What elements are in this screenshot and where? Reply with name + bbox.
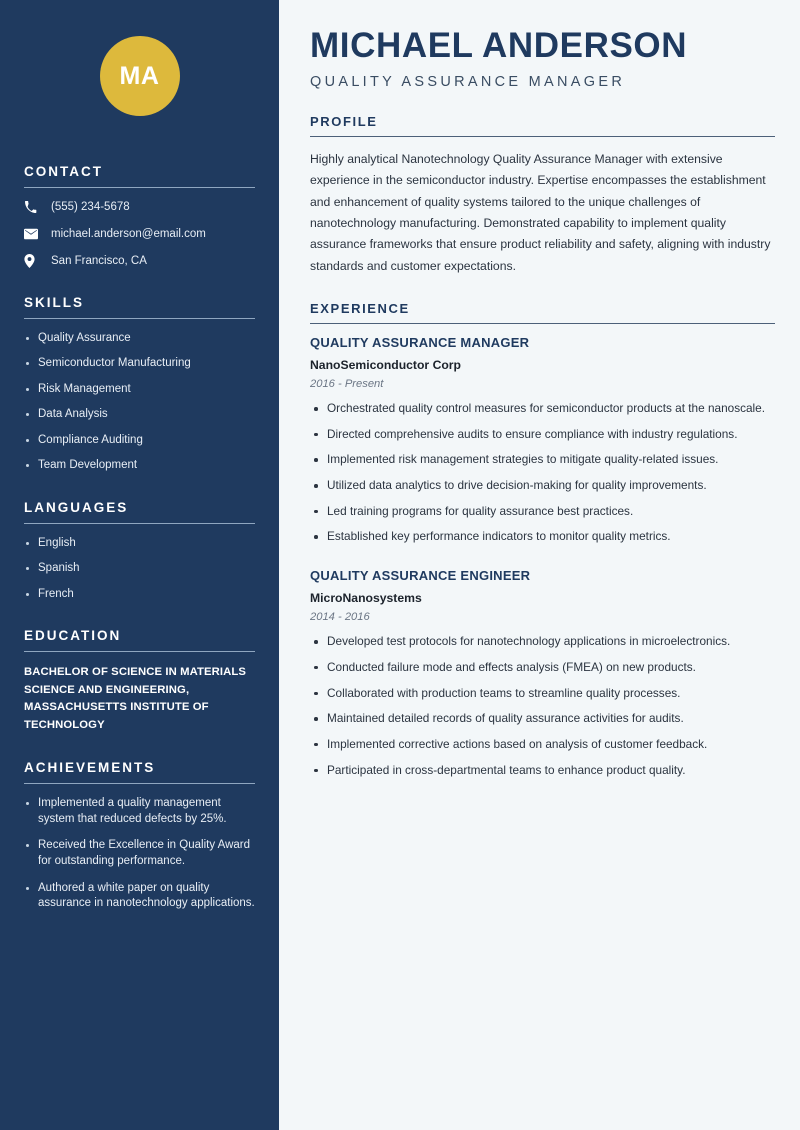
email-icon [24,227,42,241]
experience-entry [310,568,775,779]
section-profile [310,114,775,277]
list-item: Implemented risk management strategies to mitigate quality-related issues. [310,451,775,469]
list-item: Semiconductor Manufacturing [24,356,255,372]
experience-entry [310,335,775,546]
list-item: Orchestrated quality control measures for semiconductor products at the nanoscale. [310,400,775,418]
sidebar-section-languages [24,500,255,603]
list-item: French [24,587,255,603]
experience-job-title: QUALITY ASSURANCE MANAGER [310,335,530,350]
list-item: Team Development [24,458,255,474]
sidebar-section-achievements [24,760,255,911]
education-section-title: EDUCATION [24,628,122,644]
main-content [286,0,800,1130]
phone-text: (555) 234-5678 [51,201,130,213]
list-item: Compliance Auditing [24,433,255,449]
list-item: Implemented a quality management system that reduced defects by 25%. [24,796,255,827]
experience-company: NanoSemiconductor Corp [310,358,461,372]
page-title: MICHAEL ANDERSON [310,26,688,65]
avatar-container [24,0,255,116]
achievements-list [24,796,255,911]
list-item: Received the Excellence in Quality Award for outstanding performance. [24,838,255,869]
avatar: MA [100,36,180,116]
email-text: michael.anderson@email.com [51,227,206,240]
list-item: Authored a white paper on quality assurance in nanotechnology applications. [24,881,255,912]
achievements-section-divider [24,783,255,784]
list-item: Spanish [24,561,255,577]
skills-section-title: SKILLS [24,294,85,310]
experience-company: MicroNanosystems [310,591,422,606]
list-item: Conducted failure mode and effects analysis (FMEA) on new products. [310,659,775,677]
profile-text: Highly analytical Nanotechnology Quality Assurance Manager with extensive experience in the semiconductor industry. Expertise encompasses the establishment and enhancement of quality systems tailored to the unique challenges of nanotechnology manufacturing. Demonstrated capability to implement quality assurance frameworks that ensure product reliability and safety, aligning with industry standards and customer expectations. [310,151,771,273]
list-item: Led training programs for quality assurance best practices. [310,503,775,521]
contact-item-phone[interactable] [24,200,255,215]
contact-item-location[interactable] [24,254,255,269]
skills-section-divider [24,318,255,319]
experience-job-title: QUALITY ASSURANCE ENGINEER [310,568,531,584]
education-degree: BACHELOR OF SCIENCE IN MATERIALS SCIENCE AND ENGINEERING, MASSACHUSETTS INSTITUTE OF TECHNOLOGY [24,666,247,731]
profile-section-divider [310,136,775,137]
contact-section-divider [24,187,255,188]
sidebar-section-education [24,628,255,734]
list-item: Collaborated with production teams to streamline quality processes. [310,685,775,703]
list-item: Maintained detailed records of quality assurance activities for audits. [310,710,775,728]
list-item: Quality Assurance [24,331,255,347]
education-section-divider [24,651,255,652]
phone-icon [24,201,42,214]
contact-item-email[interactable] [24,227,255,242]
languages-section-title: LANGUAGES [24,499,129,515]
list-item: Risk Management [24,382,255,398]
experience-dates: 2014 - 2016 [310,611,370,624]
sidebar-section-skills [24,295,255,474]
list-item: Implemented corrective actions based on analysis of customer feedback. [310,736,775,754]
section-experience [310,301,775,779]
experience-bullets [310,633,775,779]
achievements-section-title: ACHIEVEMENTS [24,760,156,776]
list-item: Established key performance indicators to monitor quality metrics. [310,528,775,546]
list-item: Utilized data analytics to drive decision-making for quality improvements. [310,477,775,495]
experience-section-title: EXPERIENCE [310,301,410,316]
list-item: Participated in cross-departmental teams to enhance product quality. [310,762,775,780]
list-item: Data Analysis [24,407,255,423]
profile-section-title: PROFILE [310,113,378,129]
experience-section-divider [310,323,775,324]
skills-list [24,331,255,474]
contact-section-title: CONTACT [24,164,103,179]
list-item: Developed test protocols for nanotechnology applications in microelectronics. [310,633,775,651]
job-subtitle: QUALITY ASSURANCE MANAGER [310,73,626,90]
sidebar [0,0,279,1130]
list-item: Directed comprehensive audits to ensure compliance with industry regulations. [310,426,775,444]
languages-section-divider [24,523,255,524]
location-pin-icon [24,254,42,268]
languages-list [24,536,255,603]
experience-dates: 2016 - Present [310,378,384,390]
experience-bullets [310,400,775,546]
list-item: English [24,536,255,552]
sidebar-section-contact [24,164,255,269]
location-text: San Francisco, CA [51,254,147,267]
